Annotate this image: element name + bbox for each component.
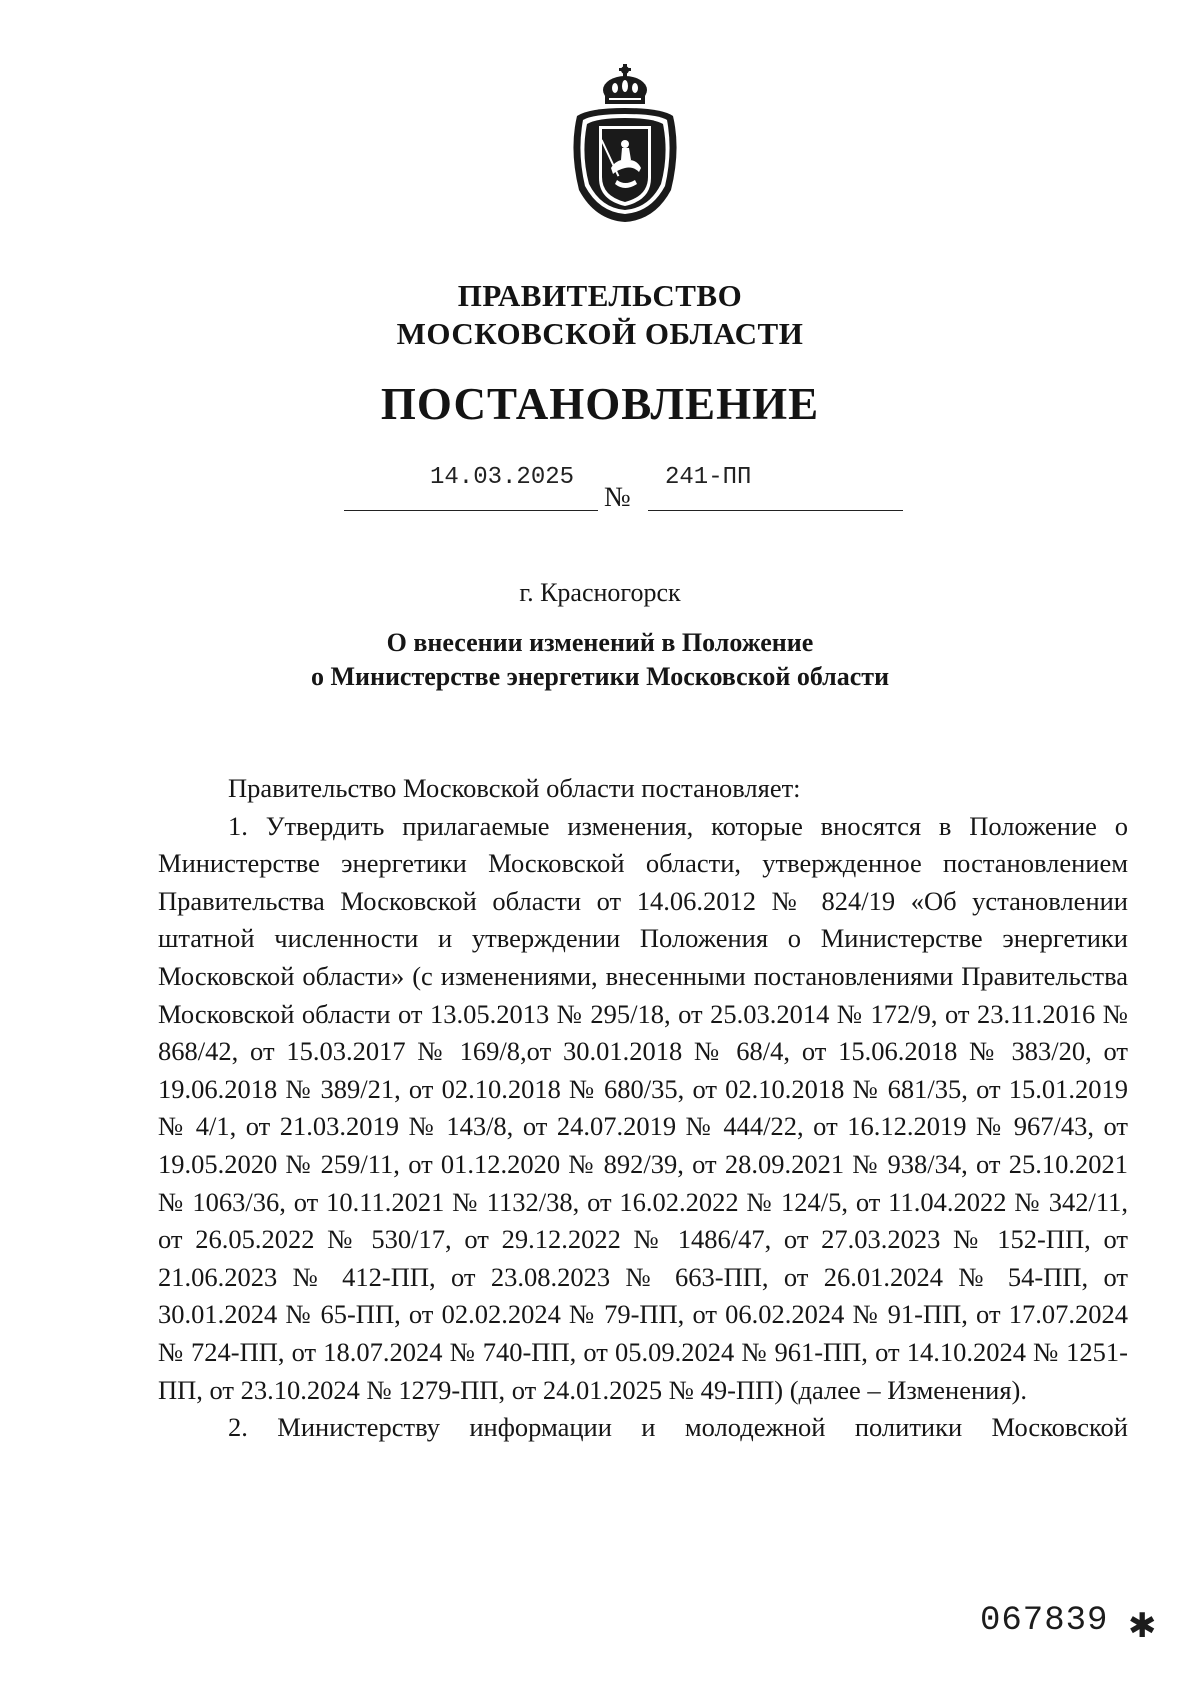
serial-number: 067839 xyxy=(980,1602,1109,1640)
document-number: 241-ПП xyxy=(665,464,752,491)
number-underline xyxy=(648,510,903,511)
city-label: г. Красногорск xyxy=(519,578,681,607)
organization-name-line2: МОСКОВСКОЙ ОБЛАСТИ xyxy=(396,316,804,351)
coat-of-arms-emblem xyxy=(565,60,685,225)
subject-line1: О внесении изменений в Положение xyxy=(386,628,814,657)
body-item-2: 2. Министерству информации и молодежной политики Московской xyxy=(228,1412,1128,1443)
body-item-1: 1. Утвердить прилагаемые изменения, которые вносятся в Положение о Министерстве энергетики Московской области, утвержденное постановлением Правительства Московской области от 14.06.2012 № 824/19 «Об установлении штатной численности и утверждении Положения о Министерстве энергетики Московской области» (с изменениями, внесенными постановлениями Правительства Московской области от 13.05.2013 № 295/18, от 25.03.2014 № 172/9, от 23.11.2016 № 868/42, от 15.03.2017 № 169/8,от 30.01.2018 № 68/4, от 15.06.2018 № 383/20, от 19.06.2018 № 389/21, от 02.10.2018 № 680/35, от 02.10.2018 № 681/35, от 15.01.2019 № 4/1, от 21.03.2019 № 143/8, от 24.07.2019 № 444/22, от 16.12.2019 № 967/43, от 19.05.2020 № 259/11, от 01.12.2020 № 892/39, от 28.09.2021 № 938/34, от 25.10.2021 № 1063/36, от 10.11.2021 № 1132/38, от 16.02.2022 № 124/5, от 11.04.2022 № 342/11, от 26.05.2022 № 530/17, от 29.12.2022 № 1486/47, от 27.03.2023 № 152-ПП, от 21.06.2023 № 412-ПП, от 23.08.2023 № 663-ПП, от 26.01.2024 № 54-ПП, от 30.01.2024 № 65-ПП, от 02.02.2024 № 79-ПП, от 06.02.2024 № 91-ПП, от 17.07.2024 № 724-ПП, от 18.07.2024 № 740-ПП, от 05.09.2024 № 961-ПП, от 14.10.2024 № 1251-ПП, от 23.10.2024 № 1279-ПП, от 24.01.2025 № 49-ПП) (далее – Изменения). xyxy=(158,810,1128,1405)
document-body xyxy=(158,770,1128,1447)
date-underline xyxy=(344,510,598,511)
document-date: 14.03.2025 xyxy=(430,464,575,491)
subject-line2: о Министерстве энергетики Московской области xyxy=(310,662,890,691)
body-intro: Правительство Московской области постановляет: xyxy=(228,773,801,803)
organization-name-line1: ПРАВИТЕЛЬСТВО xyxy=(457,278,743,313)
document-type-title: ПОСТАНОВЛЕНИЕ xyxy=(380,379,820,429)
asterisk-mark-icon: ✱ xyxy=(1128,1606,1157,1646)
number-sign: № xyxy=(604,482,631,513)
